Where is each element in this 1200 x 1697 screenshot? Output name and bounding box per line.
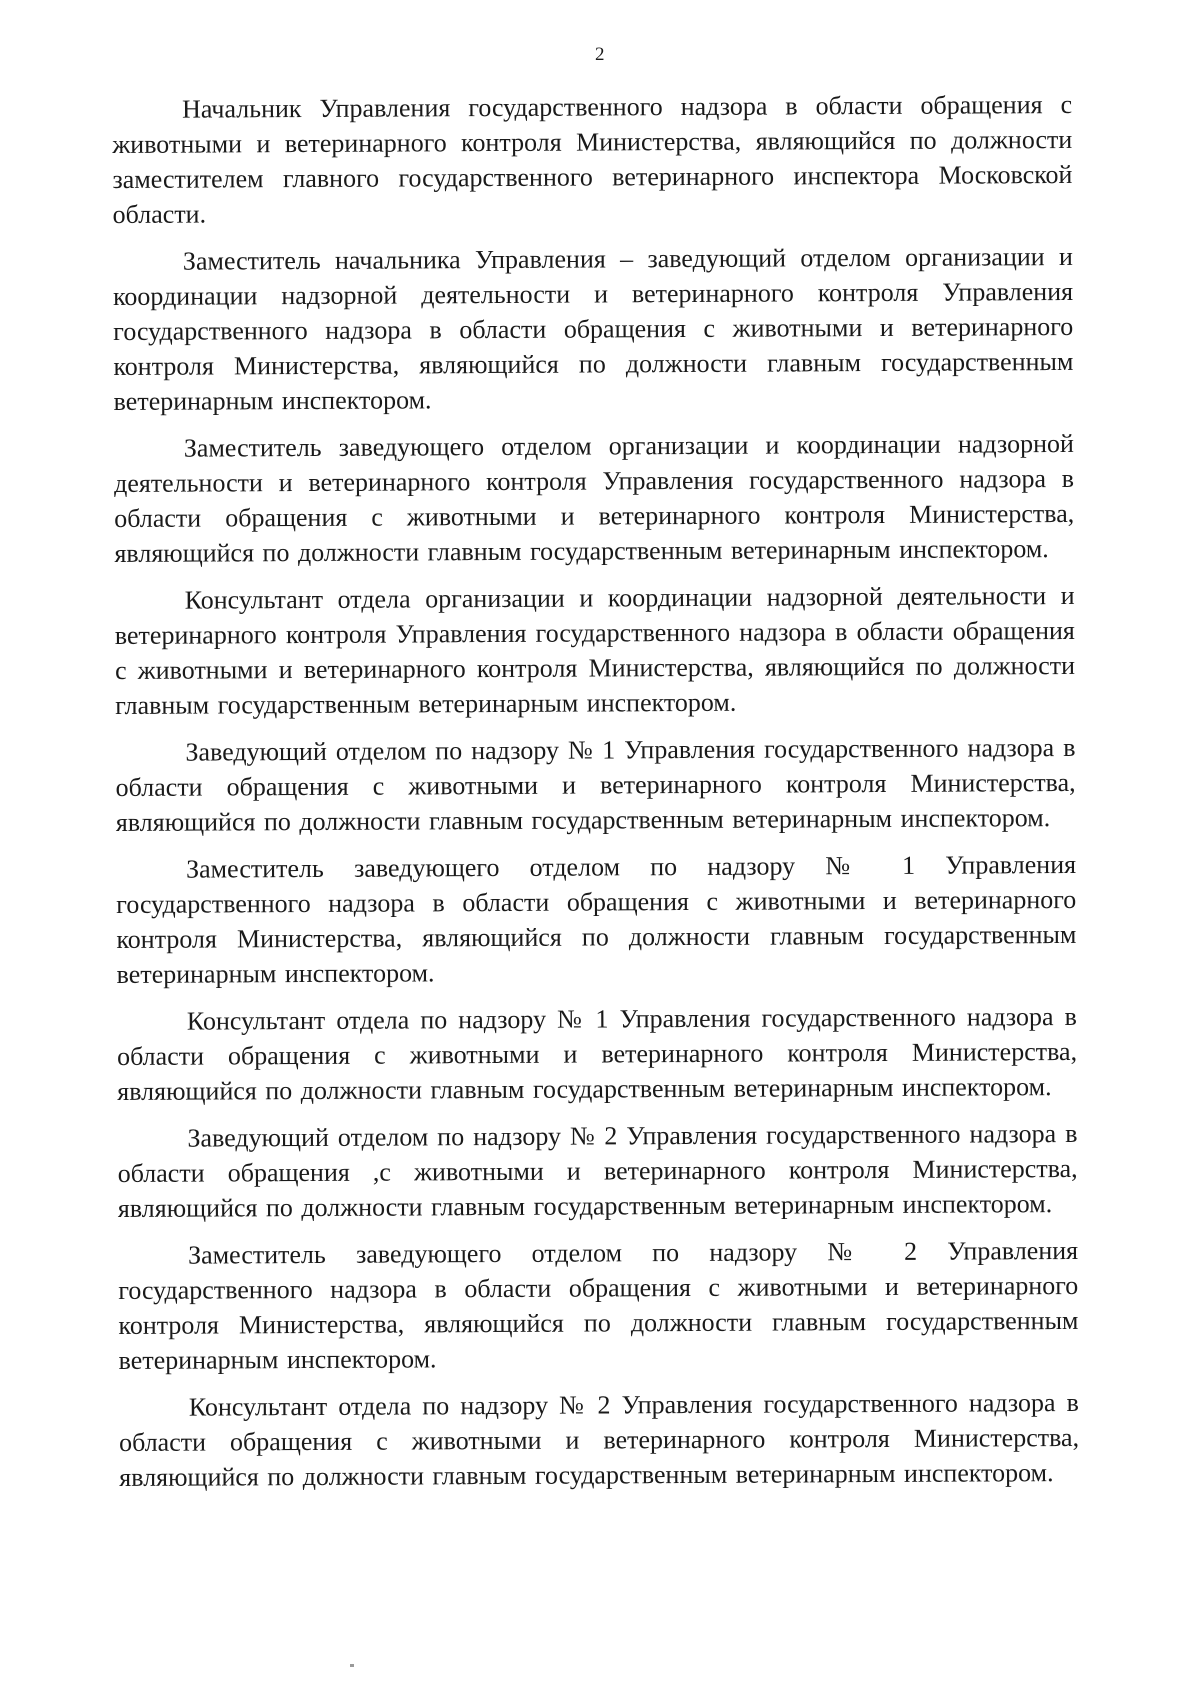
paragraph: Консультант отдела по надзору № 1 Управления государственного надзора в области обращения с животными и ветеринарного контроля Министерства, являющийся по должности главным государственным ветеринарным инспектором. <box>116 1001 1078 1106</box>
paragraph: Заместитель начальника Управления – заведующий отделом организации и координации надзорной деятельности и ветеринарного контроля Управления государственного надзора в области обращения с животными и ветеринарного контроля Министерства, являющийся по должности главным государственным ветеринарным инспектором. <box>112 241 1074 416</box>
page-number: 2 <box>595 44 605 65</box>
paragraph: Консультант отдела организации и координации надзорной деятельности и ветеринарного контроля Управления государственного надзора в области обращения с животными и ветеринарного контроля Министерства, являющийся по должности главным государственным ветеринарным инспектором. <box>114 580 1076 720</box>
paragraph: Заведующий отделом по надзору № 2 Управления государственного надзора в области обращения ,с животными и ветеринарного контроля Министерства, являющийся по должности главным государственным ветеринарным инспектором. <box>117 1118 1078 1223</box>
document-body <box>112 87 1079 1507</box>
paragraph: Заместитель заведующего отделом по надзору № 2 Управления государственного надзора в области обращения с животными и ветеринарного контроля Министерства, являющийся по должности главным государственным ветеринарным инспектором. <box>118 1235 1079 1375</box>
paragraph: Начальник Управления государственного надзора в области обращения с животными и ветеринарного контроля Министерства, являющийся по должности заместителем главного государственного ветеринарного инспектора Московской области. <box>112 89 1073 229</box>
paragraph: Заместитель заведующего отделом организации и координации надзорной деятельности и ветеринарного контроля Управления государственного надзора в области обращения с животными и ветеринарного контроля Министерства, являющийся по должности главным государственным ветеринарным инспектором. <box>113 428 1075 568</box>
paragraph: Заместитель заведующего отделом по надзору № 1 Управления государственного надзора в области обращения с животными и ветеринарного контроля Министерства, являющийся по должности главным государственным ветеринарным инспектором. <box>116 849 1077 989</box>
scan-speck <box>350 1664 354 1667</box>
paragraph: Консультант отдела по надзору № 2 Управления государственного надзора в области обращения с животными и ветеринарного контроля Министерства, являющийся по должности главным государственным ветеринарным инспектором. <box>118 1387 1080 1492</box>
paragraph: Заведующий отделом по надзору № 1 Управления государственного надзора в области обращения с животными и ветеринарного контроля Министерства, являющийся по должности главным государственным ветеринарным инспектором. <box>115 732 1076 837</box>
